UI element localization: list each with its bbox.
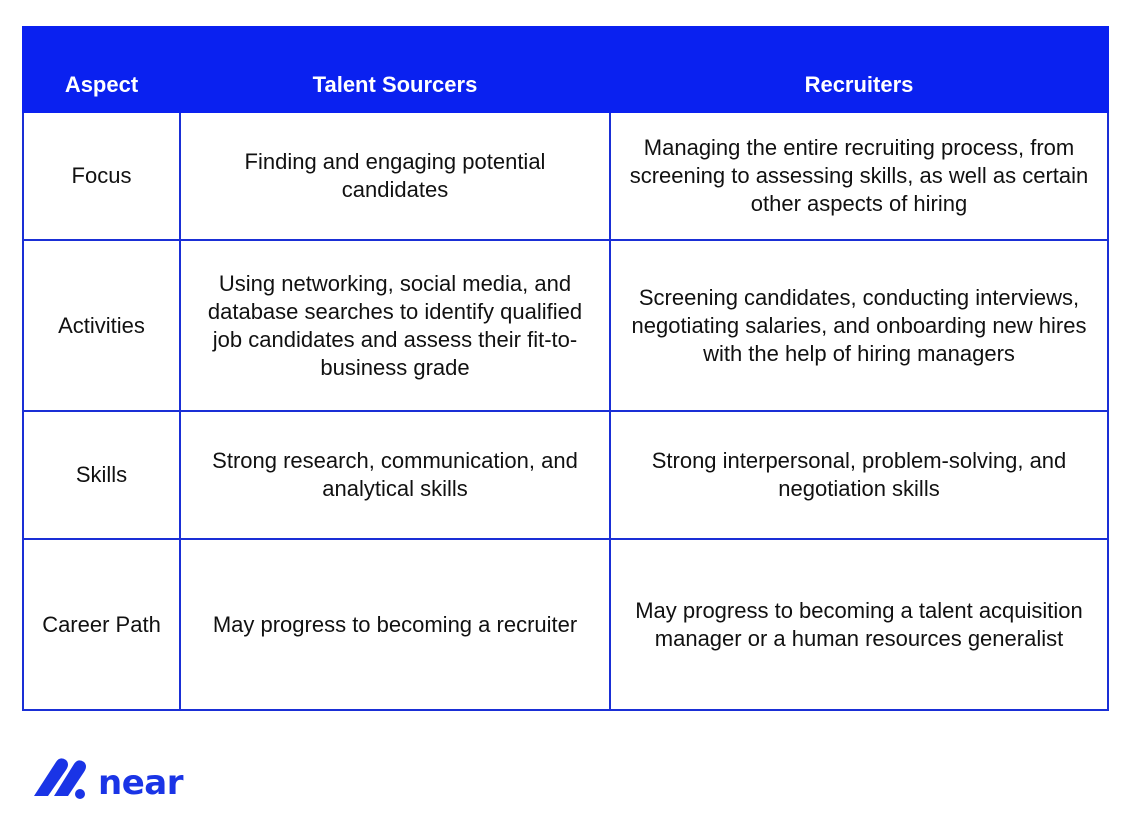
comparison-table: [22, 26, 1109, 711]
talent-sourcers-cell: Finding and engaging potential candidates: [180, 112, 610, 240]
recruiters-cell: Screening candidates, conducting interviews, negotiating salaries, and onboarding new hires with the help of hiring managers: [610, 240, 1108, 411]
header-recruiters: Recruiters: [610, 27, 1108, 112]
recruiters-cell: May progress to becoming a talent acquisition manager or a human resources generalist: [610, 539, 1108, 710]
recruiters-cell: Managing the entire recruiting process, from screening to assessing skills, as well as certain other aspects of hiring: [610, 112, 1108, 240]
row-aspect-cell: Career Path: [23, 539, 180, 710]
table-row: [23, 240, 1108, 411]
header-aspect: Aspect: [23, 27, 180, 112]
table-row: [23, 112, 1108, 240]
table-row: [23, 411, 1108, 539]
near-logo: [30, 755, 183, 801]
comparison-table-container: [22, 26, 1107, 711]
recruiters-cell: Strong interpersonal, problem-solving, and negotiation skills: [610, 411, 1108, 539]
logo-wordmark: near: [98, 763, 183, 803]
talent-sourcers-cell: Using networking, social media, and database searches to identify qualified job candidates and assess their fit-to-business grade: [180, 240, 610, 411]
header-talent-sourcers: Talent Sourcers: [180, 27, 610, 112]
table-header-row: [23, 27, 1108, 112]
talent-sourcers-cell: Strong research, communication, and analytical skills: [180, 411, 610, 539]
row-aspect-cell: Activities: [23, 240, 180, 411]
row-aspect-cell: Focus: [23, 112, 180, 240]
near-logo-mark-icon: [30, 756, 90, 800]
table-row: [23, 539, 1108, 710]
talent-sourcers-cell: May progress to becoming a recruiter: [180, 539, 610, 710]
row-aspect-cell: Skills: [23, 411, 180, 539]
